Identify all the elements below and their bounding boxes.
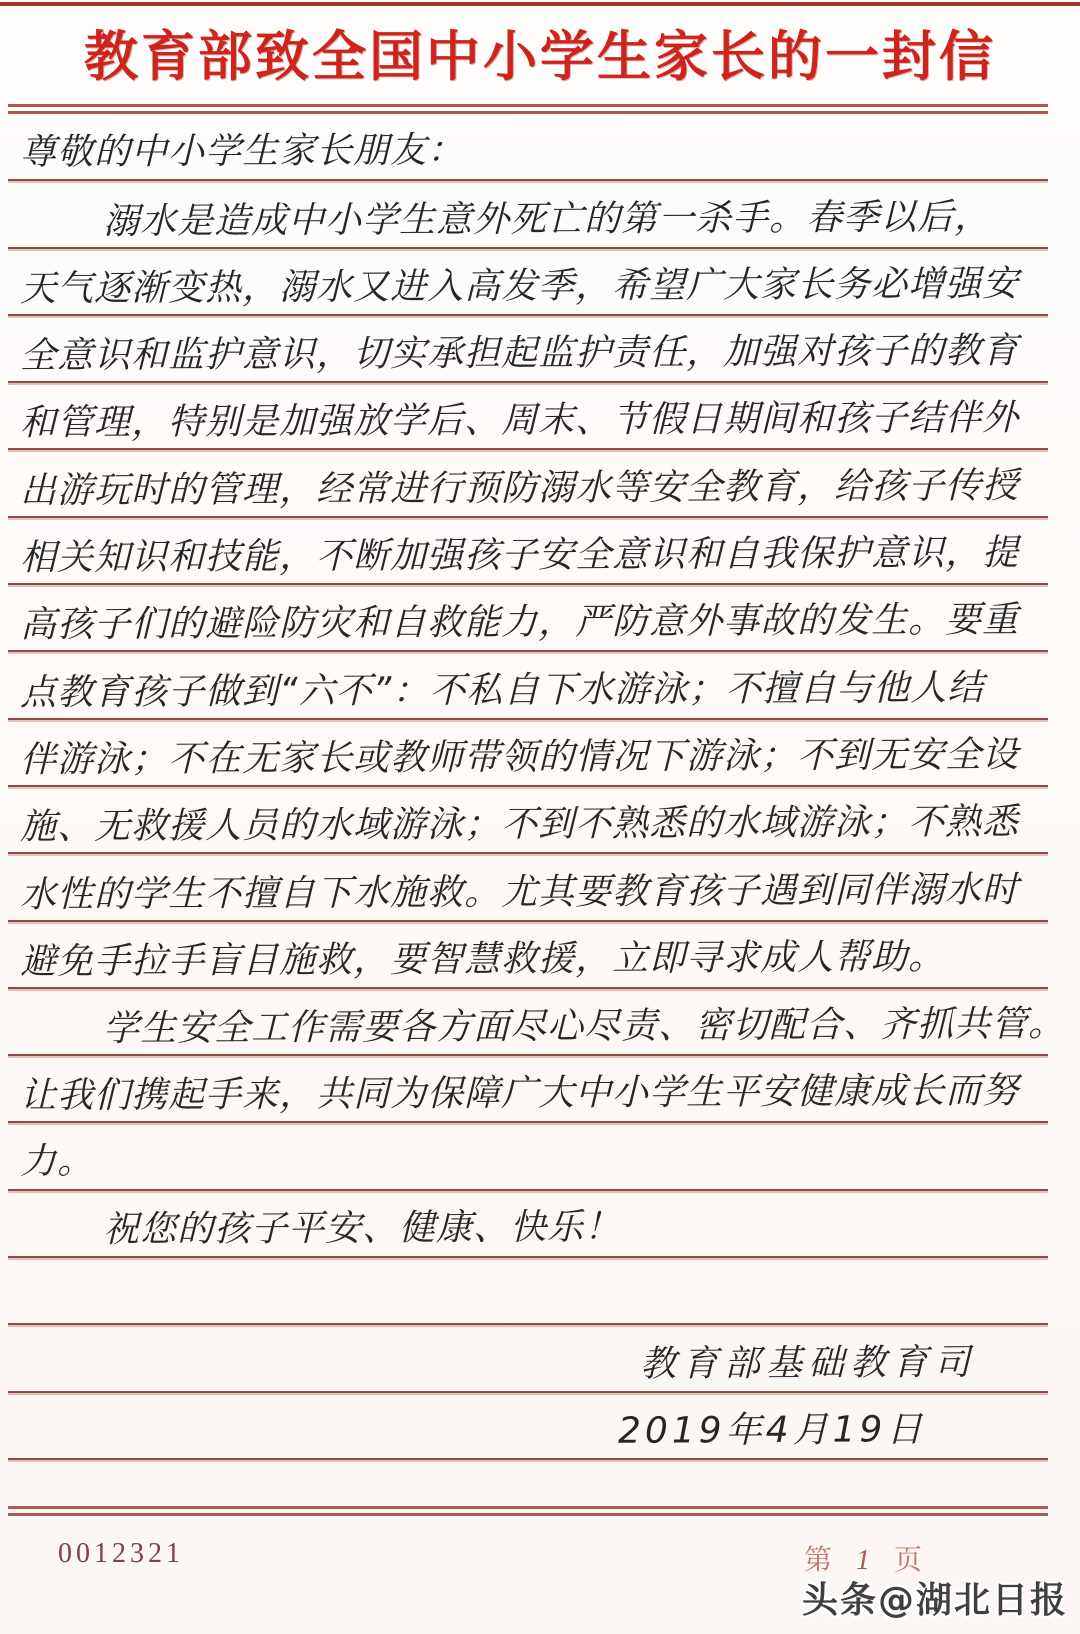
footer-double-rule xyxy=(8,1506,1048,1516)
letter-line xyxy=(8,652,1048,719)
body-text: 点教育孩子做到“六不”：不私自下水游泳；不擅自与他人结 xyxy=(19,667,985,714)
letter-line xyxy=(8,383,1048,450)
salutation: 尊敬的中小学生家长朋友： xyxy=(19,130,465,174)
page-suffix: 页 xyxy=(893,1545,922,1576)
letter-line xyxy=(8,114,1048,181)
letter-line xyxy=(8,181,1048,248)
top-border-rule xyxy=(0,2,1080,6)
letter-line xyxy=(8,249,1048,316)
body-text: 溺水是造成中小学生意外死亡的第一杀手。春季以后， xyxy=(102,196,992,242)
body-text: 相关知识和技能，不断加强孩子安全意识和自我保护意识，提 xyxy=(19,532,1020,579)
letter-date: 2019年4月19日 xyxy=(617,1409,927,1452)
letter-line xyxy=(8,787,1048,854)
body-text: 和管理，特别是加强放学后、周末、节假日期间和孩子结伴外 xyxy=(19,397,1020,445)
body-text: 学生安全工作需要各方面尽心尽责、密切配合、齐抓共管。 xyxy=(102,1003,1066,1050)
letter-line xyxy=(8,1123,1048,1190)
page-number: 1 xyxy=(855,1545,870,1576)
letter-line xyxy=(8,450,1048,517)
body-text: 高孩子们的避险防灾和自救能力，严防意外事故的发生。要重 xyxy=(19,599,1020,646)
letter-line xyxy=(8,1393,1048,1460)
serial-number: 0012321 xyxy=(58,1538,184,1569)
letter-line xyxy=(8,854,1048,921)
body-text: 天气逐渐变热，溺水又进入高发季，希望广大家长务必增强安 xyxy=(19,263,1020,310)
letter-line xyxy=(8,1191,1048,1258)
letter-title: 教育部致全国中小学生家长的一封信 xyxy=(84,27,996,87)
letter-line xyxy=(8,922,1048,989)
body-text: 全意识和监护意识，切实承担起监护责任，加强对孩子的教育 xyxy=(19,330,1020,377)
letter-line xyxy=(8,585,1048,652)
letter-line xyxy=(8,1056,1048,1123)
body-text: 避免手拉手盲目施救，要智慧救援，立即寻求成人帮助。 xyxy=(19,936,946,983)
letter-line xyxy=(8,720,1048,787)
body-text: 施、无救援人员的水域游泳；不到不熟悉的水域游泳；不熟悉 xyxy=(19,801,1020,848)
well-wishes: 祝您的孩子平安、健康、快乐！ xyxy=(102,1206,622,1251)
letter-line-blank xyxy=(8,1460,1048,1506)
watermark-toutiao-hubei-daily: 头条@湖北日报 xyxy=(801,1580,1068,1621)
body-text: 让我们携起手来，共同为保障广大中小学生平安健康成长而努 xyxy=(19,1070,1020,1118)
letter-line-blank xyxy=(8,1258,1048,1325)
body-text: 出游玩时的管理，经常进行预防溺水等安全教育，给孩子传授 xyxy=(19,465,1020,512)
letter-body xyxy=(8,114,1066,1516)
body-text: 力。 xyxy=(19,1140,95,1182)
body-text: 伴游泳；不在无家长或教师带领的情况下游泳；不到无安全设 xyxy=(19,734,1020,781)
letter-line xyxy=(8,518,1048,585)
letter-line xyxy=(8,1325,1048,1392)
letter-line xyxy=(8,316,1048,383)
footer xyxy=(0,1538,1080,1574)
body-text: 水性的学生不擅自下水施救。尤其要教育孩子遇到同伴溺水时 xyxy=(19,868,1020,916)
header-double-rule xyxy=(8,104,1048,114)
signature: 教育部基础教育司 xyxy=(639,1341,977,1385)
letter-line xyxy=(8,989,1066,1056)
page-prefix: 第 xyxy=(803,1545,832,1576)
